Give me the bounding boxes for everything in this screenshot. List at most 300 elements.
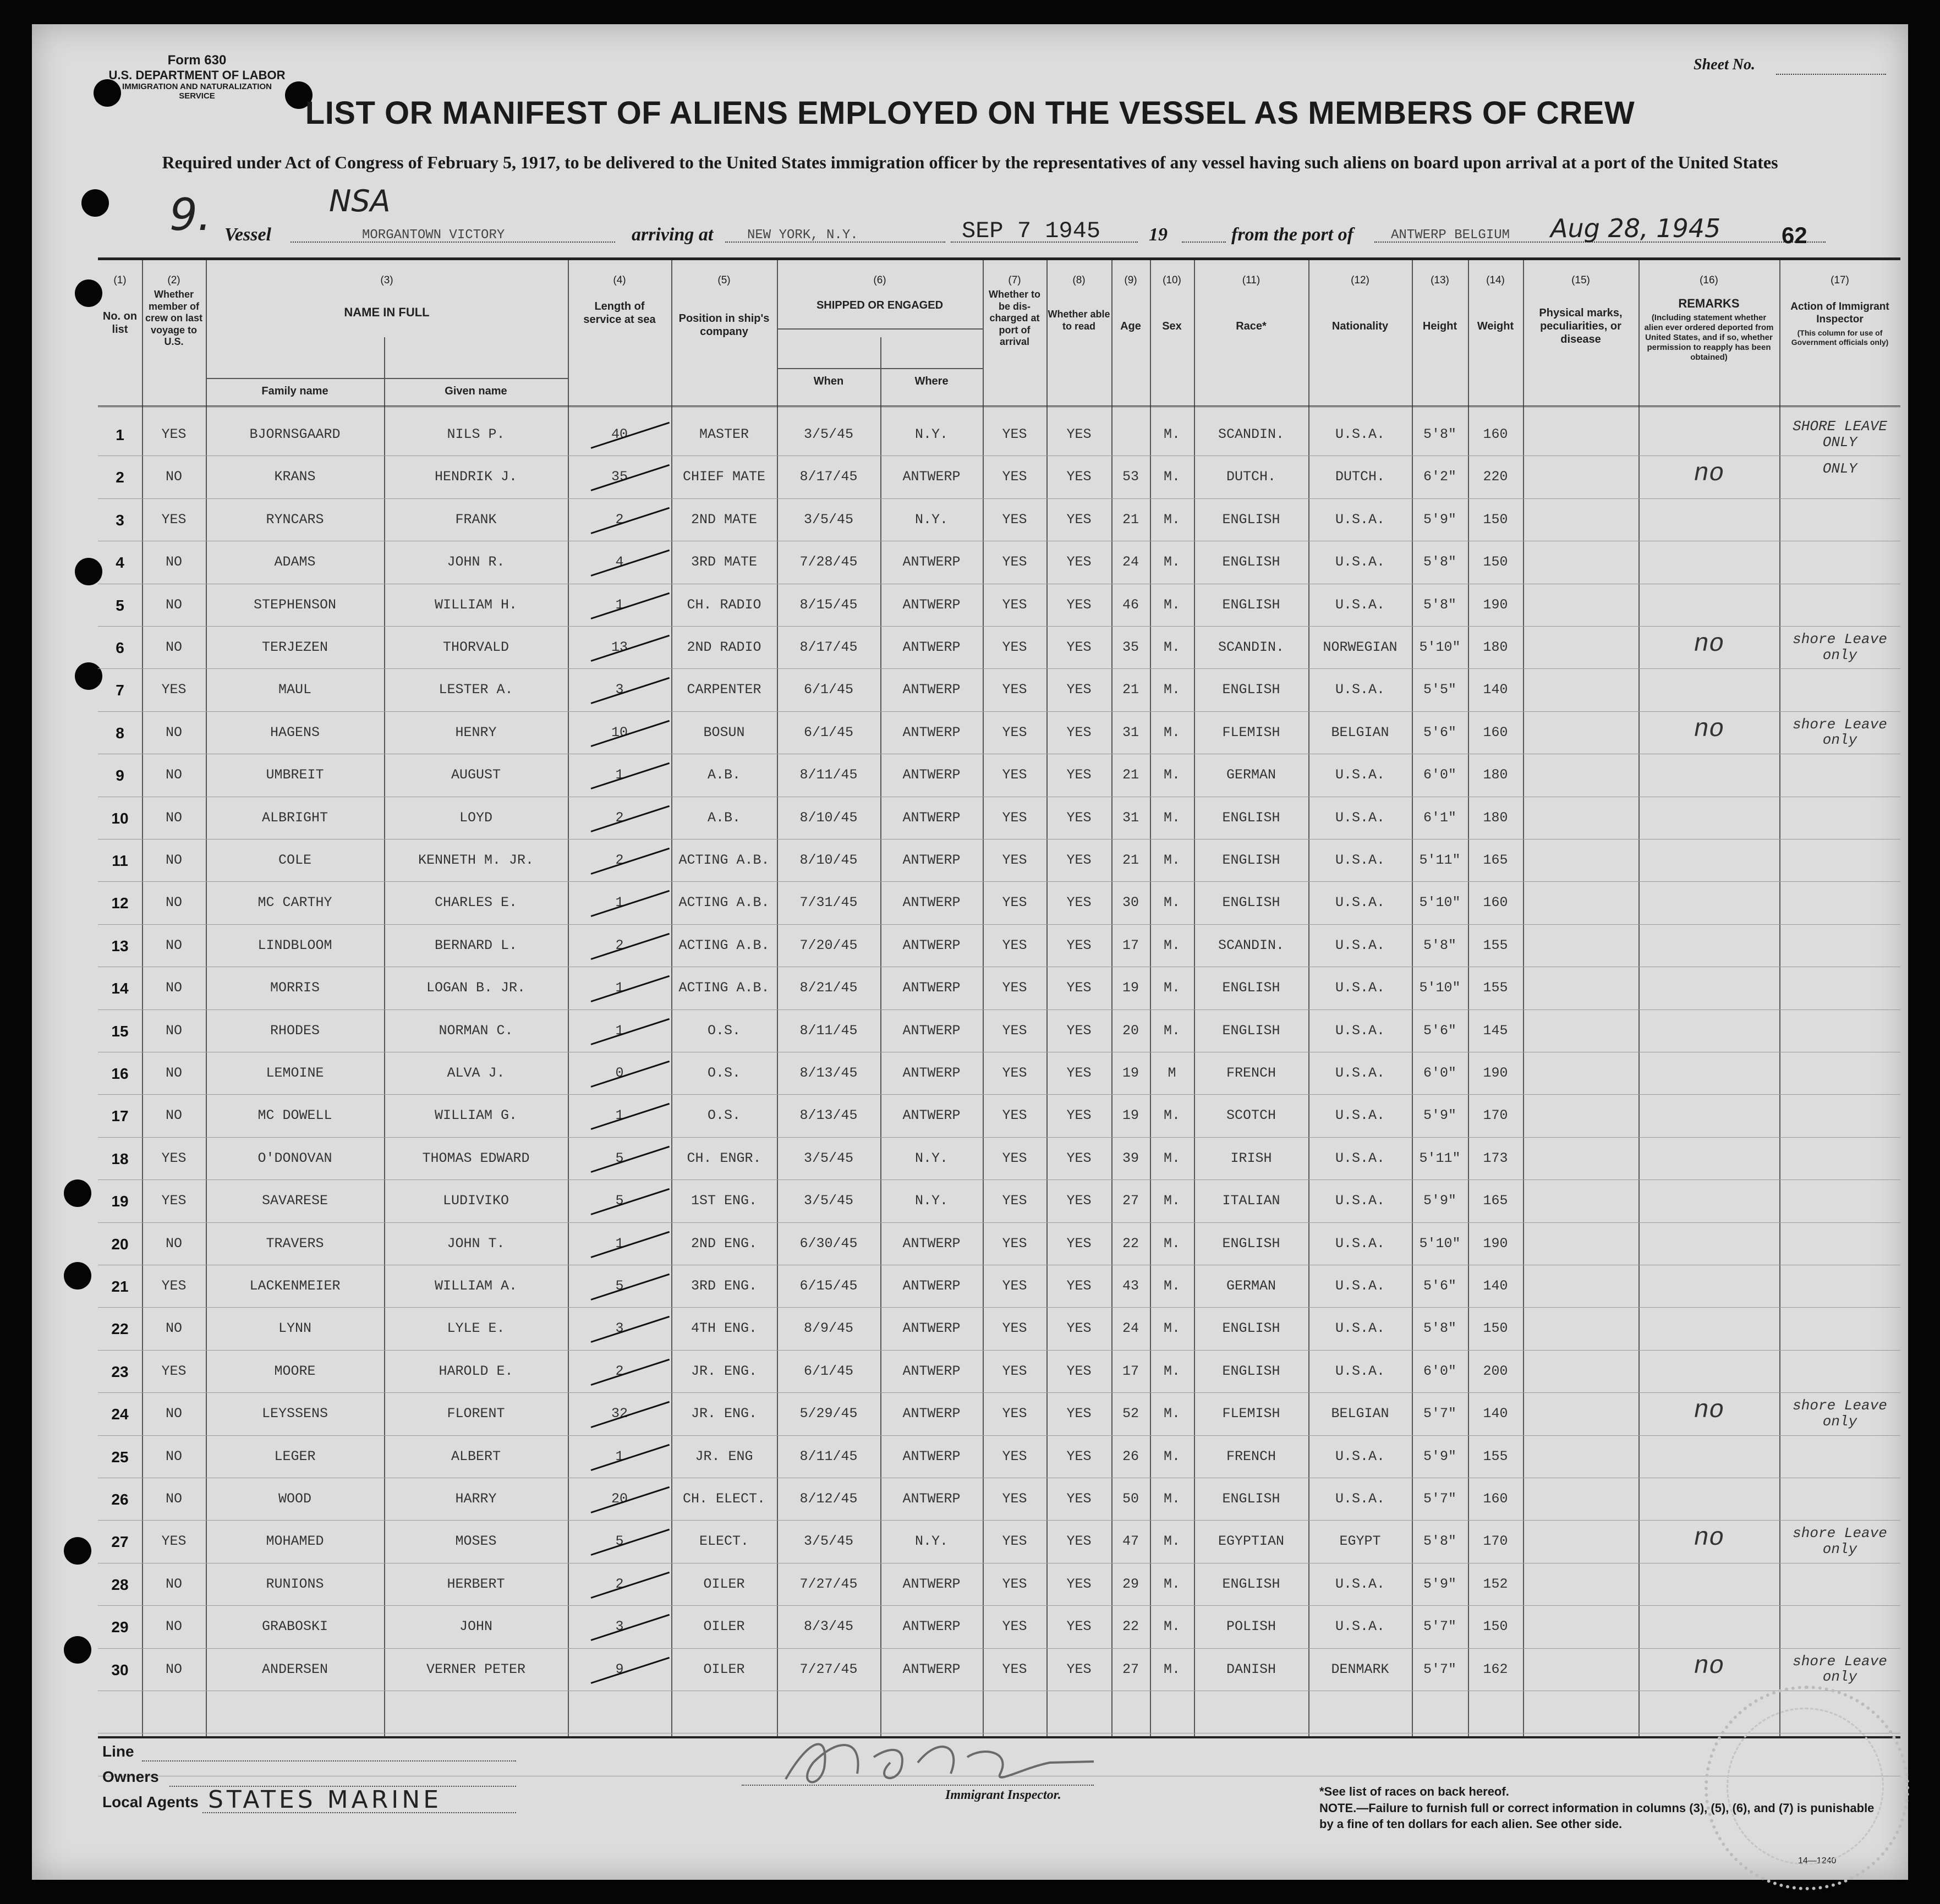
table-row <box>98 670 1900 712</box>
cell-sex: M. <box>1163 554 1180 570</box>
cell-where: ANTWERP <box>902 596 961 613</box>
table-row <box>98 1606 1900 1649</box>
cell-no: 1 <box>116 426 124 443</box>
cell-family: LEGER <box>274 1448 316 1464</box>
cell-action: shore Leave only <box>1793 1398 1887 1430</box>
cell-disch: YES <box>1002 767 1027 783</box>
cell-height: 5'7" <box>1423 1491 1456 1507</box>
vessel-name: MORGANTOWN VICTORY <box>362 228 505 243</box>
cell-no: 22 <box>111 1320 129 1338</box>
cell-service: 32 <box>611 1406 628 1422</box>
cell-family: O'DONOVAN <box>257 1150 332 1166</box>
cell-weight: 150 <box>1483 1618 1508 1635</box>
cell-no: 11 <box>112 852 128 869</box>
cell-last: NO <box>165 554 182 570</box>
cell-read: YES <box>1066 1320 1092 1337</box>
cell-read: YES <box>1066 1235 1092 1252</box>
cell-when: 8/12/45 <box>799 1491 858 1507</box>
cell-age: 22 <box>1122 1618 1139 1635</box>
cell-where: ANTWERP <box>902 1065 961 1081</box>
cell-height: 6'1" <box>1423 809 1456 826</box>
cell-height: 5'9" <box>1423 511 1456 528</box>
cell-no: 14 <box>111 980 129 997</box>
cell-where: ANTWERP <box>902 1661 961 1677</box>
cell-when: 3/5/45 <box>803 1533 853 1550</box>
cell-service: 1 <box>615 1022 624 1039</box>
col-remarks-header: REMARKS <box>1678 297 1740 310</box>
cell-sex: M. <box>1163 852 1180 868</box>
from-port-label: from the port of <box>1231 224 1353 245</box>
cell-disch: YES <box>1002 895 1027 911</box>
table-row <box>98 1393 1900 1436</box>
cell-when: 3/5/45 <box>803 1193 853 1209</box>
cell-service: 2 <box>615 852 624 868</box>
cell-weight: 160 <box>1483 895 1508 911</box>
cell-height: 5'11" <box>1419 852 1461 868</box>
cell-no: 2 <box>116 469 124 486</box>
col-4-number: (4) <box>613 275 626 286</box>
cell-when: 8/15/45 <box>799 596 858 613</box>
cell-nat: U.S.A. <box>1335 809 1385 826</box>
cell-last: NO <box>165 980 182 996</box>
cell-remarks: no <box>1694 460 1724 488</box>
col-race-header: Race* <box>1236 320 1267 332</box>
cell-family: LYNN <box>278 1320 311 1337</box>
cell-position: A.B. <box>707 809 741 826</box>
cell-height: 5'10" <box>1419 1235 1461 1252</box>
col-17-number: (17) <box>1831 275 1849 286</box>
cell-age: 26 <box>1122 1448 1139 1464</box>
cell-disch: YES <box>1002 1491 1027 1507</box>
cell-no: 18 <box>111 1150 129 1167</box>
cell-no: 8 <box>116 724 124 742</box>
cell-family: LACKENMEIER <box>249 1278 341 1294</box>
cell-read: YES <box>1066 639 1092 655</box>
table-row <box>98 1308 1900 1351</box>
cell-where: ANTWERP <box>902 895 961 911</box>
cell-last: YES <box>161 1363 187 1379</box>
cell-disch: YES <box>1002 1533 1027 1550</box>
cell-weight: 150 <box>1483 1320 1508 1337</box>
cell-last: NO <box>165 1406 182 1422</box>
cell-position: O.S. <box>707 1022 741 1039</box>
punch-hole <box>64 1262 91 1290</box>
cell-service: 2 <box>615 511 624 528</box>
cell-read: YES <box>1066 852 1092 868</box>
cell-weight: 180 <box>1483 809 1508 826</box>
cell-when: 8/3/45 <box>803 1618 853 1635</box>
cell-position: JR. ENG. <box>690 1363 758 1379</box>
cell-service: 1 <box>615 895 624 911</box>
cell-nat: U.S.A. <box>1335 1065 1385 1081</box>
cell-when: 6/1/45 <box>803 724 853 740</box>
cell-last: NO <box>165 1576 182 1592</box>
cell-race: ENGLISH <box>1222 980 1280 996</box>
cell-race: FLEMISH <box>1222 724 1280 740</box>
cell-service: 1 <box>615 596 624 613</box>
cell-disch: YES <box>1002 1235 1027 1252</box>
cell-disch: YES <box>1002 1193 1027 1209</box>
cell-no: 24 <box>111 1406 129 1423</box>
cell-height: 5'5" <box>1423 682 1456 698</box>
cell-race: DANISH <box>1226 1661 1276 1677</box>
cell-disch: YES <box>1002 1448 1027 1464</box>
inspector-field <box>742 1785 1094 1786</box>
cell-action: shore Leave only <box>1793 1653 1887 1685</box>
cell-disch: YES <box>1002 426 1027 442</box>
cell-service: 3 <box>615 1320 624 1337</box>
cell-read: YES <box>1066 1533 1092 1550</box>
cell-when: 6/1/45 <box>803 1363 853 1379</box>
col-family-name-header: Family name <box>261 385 328 397</box>
cell-height: 5'9" <box>1423 1107 1456 1124</box>
table-row <box>98 414 1900 457</box>
cell-where: ANTWERP <box>902 1491 961 1507</box>
cell-service: 5 <box>615 1278 624 1294</box>
cell-where: ANTWERP <box>902 937 961 953</box>
cell-height: 6'0" <box>1423 767 1456 783</box>
cell-when: 8/11/45 <box>799 1022 858 1039</box>
departure-date: Aug 28, 1945 <box>1550 213 1721 243</box>
cell-last: NO <box>165 895 182 911</box>
cell-when: 7/28/45 <box>799 554 858 570</box>
cell-given: ALVA J. <box>447 1065 505 1081</box>
cell-given: WILLIAM H. <box>434 596 518 613</box>
cell-service: 1 <box>615 980 624 996</box>
cell-no: 27 <box>111 1533 129 1551</box>
cell-sex: M. <box>1163 1618 1180 1635</box>
inspector-label: Immigrant Inspector. <box>945 1788 1061 1802</box>
cell-height: 6'0" <box>1423 1363 1456 1379</box>
cell-height: 5'6" <box>1423 1278 1456 1294</box>
cell-sex: M. <box>1163 1363 1180 1379</box>
cell-where: N.Y. <box>914 511 948 528</box>
cell-age: 30 <box>1122 895 1139 911</box>
cell-nat: U.S.A. <box>1335 1618 1385 1635</box>
cell-disch: YES <box>1002 1618 1027 1635</box>
cell-race: SCANDIN. <box>1218 639 1285 655</box>
cell-sex: M <box>1168 1065 1176 1081</box>
cell-where: N.Y. <box>914 1150 948 1166</box>
cell-where: ANTWERP <box>902 1576 961 1592</box>
cell-sex: M. <box>1163 1235 1180 1252</box>
cell-given: VERNER PETER <box>426 1661 526 1677</box>
cell-when: 6/1/45 <box>803 682 853 698</box>
table-row <box>98 1436 1900 1479</box>
cell-no: 13 <box>111 937 129 954</box>
cell-sex: M. <box>1163 809 1180 826</box>
cell-where: N.Y. <box>914 1533 948 1550</box>
table-row <box>98 585 1900 627</box>
cell-nat: U.S.A. <box>1335 1491 1385 1507</box>
cell-when: 5/29/45 <box>799 1406 858 1422</box>
cell-position: A.B. <box>707 767 741 783</box>
line-field <box>142 1760 516 1762</box>
col-discharged-header: Whether to be dis-charged at port of arrival <box>989 289 1040 348</box>
cell-given: JOHN <box>459 1618 492 1635</box>
col-read-header: Whether able to read <box>1048 309 1110 332</box>
col-physical-header: Physical marks, peculiarities, or disease <box>1539 307 1623 345</box>
table-row <box>98 1479 1900 1521</box>
cell-position: ELECT. <box>699 1533 749 1550</box>
cell-age: 46 <box>1122 596 1139 613</box>
cell-given: LOYD <box>459 809 492 826</box>
cell-service: 1 <box>615 1448 624 1464</box>
cell-age: 53 <box>1122 469 1139 485</box>
cell-age: 24 <box>1122 554 1139 570</box>
cell-weight: 155 <box>1483 937 1508 953</box>
cell-height: 5'7" <box>1423 1618 1456 1635</box>
col-2-number: (2) <box>167 275 180 286</box>
cell-sex: M. <box>1163 511 1180 528</box>
cell-disch: YES <box>1002 980 1027 996</box>
form-number: Form 630 <box>167 53 227 68</box>
cell-position: 3RD MATE <box>690 554 758 570</box>
cell-position: OILER <box>703 1576 745 1592</box>
col-16-number: (16) <box>1700 275 1718 286</box>
cell-no: 5 <box>116 596 124 614</box>
cell-sex: M. <box>1163 469 1180 485</box>
cell-race: ENGLISH <box>1222 1320 1280 1337</box>
cell-age: 17 <box>1122 937 1139 953</box>
cell-last: NO <box>165 1661 182 1677</box>
cell-race: GERMAN <box>1226 1278 1276 1294</box>
cell-height: 5'9" <box>1423 1193 1456 1209</box>
cell-where: ANTWERP <box>902 1235 961 1252</box>
col-9-number: (9) <box>1124 275 1137 286</box>
table-row <box>98 1095 1900 1138</box>
cell-nat: DUTCH. <box>1335 469 1385 485</box>
cell-where: ANTWERP <box>902 980 961 996</box>
cell-where: ANTWERP <box>902 767 961 783</box>
cell-when: 8/10/45 <box>799 809 858 826</box>
cell-read: YES <box>1066 1406 1092 1422</box>
cell-age: 19 <box>1122 1065 1139 1081</box>
col-14-number: (14) <box>1486 275 1505 286</box>
crew-count: 62 <box>1782 222 1807 248</box>
cell-service: 0 <box>615 1065 624 1081</box>
col-no-header: No. on list <box>102 310 138 336</box>
cell-service: 2 <box>615 809 624 826</box>
cell-sex: M. <box>1163 1448 1180 1464</box>
cell-where: ANTWERP <box>902 554 961 570</box>
cell-service: 2 <box>615 1363 624 1379</box>
cell-last: NO <box>165 1618 182 1635</box>
table-row <box>98 1138 1900 1181</box>
cell-race: SCANDIN. <box>1218 937 1285 953</box>
cell-disch: YES <box>1002 1150 1027 1166</box>
cell-when: 3/5/45 <box>803 426 853 442</box>
cell-race: ENGLISH <box>1222 1363 1280 1379</box>
cell-nat: U.S.A. <box>1335 682 1385 698</box>
cell-read: YES <box>1066 469 1092 485</box>
cell-age: 31 <box>1122 724 1139 740</box>
cell-age: 35 <box>1122 639 1139 655</box>
cell-height: 5'8" <box>1423 426 1456 442</box>
cell-read: YES <box>1066 596 1092 613</box>
cell-family: GRABOSKI <box>261 1618 328 1635</box>
cell-disch: YES <box>1002 809 1027 826</box>
cell-last: NO <box>165 1107 182 1124</box>
form-code: 14—1240 <box>1798 1856 1837 1865</box>
cell-disch: YES <box>1002 554 1027 570</box>
cell-action: shore Leave only <box>1793 716 1887 748</box>
cell-nat: DENMARK <box>1331 1661 1389 1677</box>
cell-when: 8/11/45 <box>799 767 858 783</box>
cell-height: 5'6" <box>1423 724 1456 740</box>
cell-disch: YES <box>1002 1661 1027 1677</box>
cell-when: 7/27/45 <box>799 1661 858 1677</box>
cell-service: 10 <box>611 724 628 740</box>
cell-last: NO <box>165 852 182 868</box>
cell-read: YES <box>1066 1576 1092 1592</box>
table-row <box>98 798 1900 840</box>
cell-last: NO <box>165 639 182 655</box>
cell-weight: 190 <box>1483 596 1508 613</box>
punch-hole <box>64 1636 91 1664</box>
col-age-header: Age <box>1120 320 1141 332</box>
table-row <box>98 1351 1900 1393</box>
cell-nat: U.S.A. <box>1335 426 1385 442</box>
cell-last: NO <box>165 1320 182 1337</box>
cell-sex: M. <box>1163 426 1180 442</box>
sheet-number-field <box>1776 74 1886 75</box>
line-label: Line <box>102 1743 134 1760</box>
cell-family: RYNCARS <box>266 511 324 528</box>
cell-where: ANTWERP <box>902 682 961 698</box>
col-when-header: When <box>813 375 844 387</box>
cell-age: 20 <box>1122 1022 1139 1039</box>
cell-family: MAUL <box>278 682 311 698</box>
col-7-number: (7) <box>1008 275 1021 286</box>
cell-remarks: no <box>1694 1524 1724 1552</box>
cell-age: 22 <box>1122 1235 1139 1252</box>
arriving-port: NEW YORK, N.Y. <box>747 228 858 243</box>
cell-service: 13 <box>611 639 628 655</box>
cell-no: 12 <box>111 895 129 912</box>
cell-height: 5'10" <box>1419 980 1461 996</box>
cell-sex: M. <box>1163 980 1180 996</box>
cell-given: KENNETH M. JR. <box>418 852 534 868</box>
cell-position: OILER <box>703 1618 745 1635</box>
footnote-penalty: NOTE.—Failure to furnish full or correct information in columns (3), (5), (6), and (7) is punishable by a fine of ten dollars for each alien. See other side. <box>1319 1801 1875 1831</box>
cell-read: YES <box>1066 767 1092 783</box>
cell-position: 3RD ENG. <box>690 1278 758 1294</box>
cell-race: ENGLISH <box>1222 1235 1280 1252</box>
cell-last: YES <box>161 426 187 442</box>
cell-given: HENRY <box>455 724 497 740</box>
cell-where: ANTWERP <box>902 852 961 868</box>
cell-no: 16 <box>111 1065 129 1082</box>
cell-given: WILLIAM G. <box>434 1107 518 1124</box>
cell-no: 15 <box>111 1022 129 1040</box>
cell-sex: M. <box>1163 1320 1180 1337</box>
cell-race: ENGLISH <box>1222 852 1280 868</box>
punch-hole <box>64 1537 91 1565</box>
cell-family: MOHAMED <box>266 1533 324 1550</box>
cell-weight: 165 <box>1483 1193 1508 1209</box>
col-action-subheader: (This column for use of Government officials only) <box>1791 328 1889 347</box>
handwritten-number: 9. <box>169 189 212 240</box>
cell-last: YES <box>161 1278 187 1294</box>
cell-age: 21 <box>1122 511 1139 528</box>
cell-where: N.Y. <box>914 426 948 442</box>
cell-position: CARPENTER <box>687 682 761 698</box>
cell-nat: U.S.A. <box>1335 1448 1385 1464</box>
arriving-label: arriving at <box>632 224 714 245</box>
cell-age: 50 <box>1122 1491 1139 1507</box>
cell-given: NORMAN C. <box>439 1022 513 1039</box>
cell-family: KRANS <box>274 469 316 485</box>
cell-service: 3 <box>615 682 624 698</box>
cell-when: 8/13/45 <box>799 1065 858 1081</box>
col-service-header: Length of service at sea <box>583 300 656 326</box>
cell-family: ADAMS <box>274 554 316 570</box>
cell-nat: U.S.A. <box>1335 596 1385 613</box>
cell-sex: M. <box>1163 937 1180 953</box>
cell-action: ONLY <box>1822 461 1857 477</box>
cell-read: YES <box>1066 809 1092 826</box>
crew-table <box>98 257 1900 1738</box>
cell-when: 7/27/45 <box>799 1576 858 1592</box>
cell-age: 21 <box>1122 767 1139 783</box>
cell-where: ANTWERP <box>902 1278 961 1294</box>
cell-age: 19 <box>1122 980 1139 996</box>
cell-position: CHIEF MATE <box>682 469 766 485</box>
cell-family: COLE <box>278 852 311 868</box>
cell-height: 5'10" <box>1419 639 1461 655</box>
cell-where: N.Y. <box>914 1193 948 1209</box>
cell-service: 1 <box>615 1235 624 1252</box>
cell-sex: M. <box>1163 767 1180 783</box>
cell-remarks: no <box>1694 1652 1724 1681</box>
cell-sex: M. <box>1163 724 1180 740</box>
cell-read: YES <box>1066 1065 1092 1081</box>
cell-read: YES <box>1066 1363 1092 1379</box>
col-13-number: (13) <box>1431 275 1449 286</box>
cell-age: 52 <box>1122 1406 1139 1422</box>
cell-sex: M. <box>1163 1533 1180 1550</box>
cell-position: ACTING A.B. <box>678 895 770 911</box>
cell-given: THOMAS EDWARD <box>422 1150 530 1166</box>
arrival-date: SEP 7 1945 <box>962 218 1101 244</box>
cell-when: 8/17/45 <box>799 639 858 655</box>
cell-read: YES <box>1066 682 1092 698</box>
cell-height: 5'8" <box>1423 1320 1456 1337</box>
cell-nat: EGYPT <box>1339 1533 1381 1550</box>
cell-age: 17 <box>1122 1363 1139 1379</box>
table-row <box>98 840 1900 882</box>
cell-given: WILLIAM A. <box>434 1278 518 1294</box>
cell-where: ANTWERP <box>902 1363 961 1379</box>
cell-no: 4 <box>116 554 124 572</box>
cell-no: 10 <box>111 809 129 827</box>
cell-family: WOOD <box>278 1491 311 1507</box>
cell-position: JR. ENG. <box>690 1406 758 1422</box>
cell-weight: 190 <box>1483 1065 1508 1081</box>
cell-age: 47 <box>1122 1533 1139 1550</box>
cell-weight: 155 <box>1483 980 1508 996</box>
cell-service: 40 <box>611 426 628 442</box>
cell-family: RHODES <box>270 1022 320 1039</box>
cell-given: NILS P. <box>447 426 505 442</box>
cell-where: ANTWERP <box>902 1618 961 1635</box>
cell-when: 7/31/45 <box>799 895 858 911</box>
cell-race: FRENCH <box>1226 1448 1276 1464</box>
cell-remarks: no <box>1694 630 1724 659</box>
cell-nat: U.S.A. <box>1335 511 1385 528</box>
col-shipped-header: SHIPPED OR ENGAGED <box>816 299 944 311</box>
